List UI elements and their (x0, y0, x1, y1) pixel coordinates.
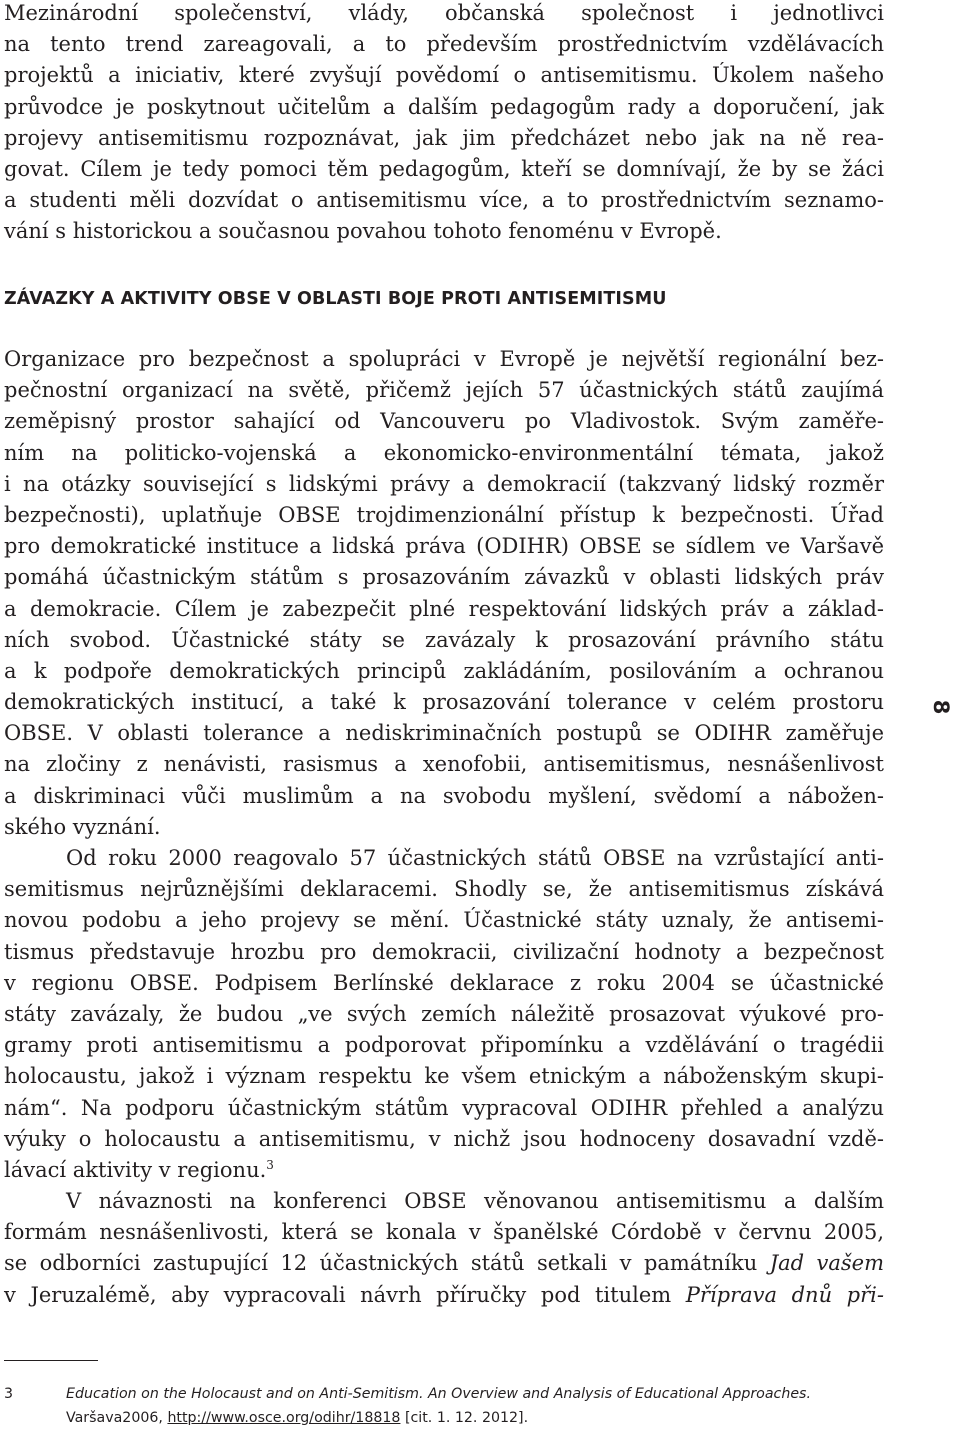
p2-line: v regionu OBSE. Podpisem Berlínské deklarace z roku 2004 se účastnické (4, 970, 884, 995)
intro-line: na tento trend zareagovali, a to především prostřednictvím vzdělávacích (4, 32, 884, 57)
intro-line: projektů a iniciativ, které zvyšují povědomí o antisemitismu. Úkolem našeho (4, 63, 884, 88)
p1-line: Organizace pro bezpečnost a spolupráci v Evropě je největší regionální bez- (4, 347, 884, 371)
p1-line: demokratických institucí, a také k prosazování tolerance v celém prostoru (4, 690, 884, 715)
intro-line: a studenti měli dozvídat o antisemitismu více, a to prostřednictvím seznamo- (4, 188, 884, 213)
p3-line (4, 1280, 884, 1311)
footnote-text (66, 1382, 811, 1430)
footnote-line-1 (66, 1382, 811, 1406)
p1-line: ského vyznání. (4, 814, 161, 839)
p3-italic-title: Příprava dnů při- (685, 1282, 884, 1307)
footnote-number: 3 (4, 1386, 14, 1402)
p1-line: ních svobod. Účastnické státy se zavázaly k prosazování právního státu (4, 627, 884, 652)
p3-line: formám nesnášenlivosti, která se konala v španělské Córdobě v červnu 2005, (4, 1220, 884, 1245)
intro-line: govat. Cílem je tedy pomoci těm pedagogům, kteří se domnívají, že by se žáci (4, 156, 884, 181)
p1-line: na zločiny z nenávisti, rasismus a xenofobii, antisemitismus, nesnášenlivost (4, 752, 884, 777)
p1-line: zeměpisný prostor sahající od Vancouveru po Vladivostok. Svým zaměře- (4, 409, 884, 434)
p2-line: tismus představuje hrozbu pro demokracii, civilizační hodnoty a bezpečnost (4, 939, 884, 964)
p1-line: pomáhá účastnickým státům s prosazováním závazků v oblasti lidských práv (4, 565, 884, 590)
intro-line: Mezinárodní společenství, vlády, občanská společnost i jednotlivci (4, 1, 884, 25)
p1-line: a diskriminaci vůči muslimům a na svobodu myšlení, svědomí a nábožen- (4, 783, 884, 808)
p3-line-text: v Jeruzalémě, aby vypracovali návrh příručky pod titulem (4, 1282, 686, 1307)
p2-line: semitismus nejrůznějšími deklaracemi. Shodly se, že antisemitismus získává (4, 877, 884, 902)
p3-line-text: se odborníci zastupující 12 účastnických států setkali v památníku (4, 1251, 770, 1276)
p1-line: bezpečnosti), uplatňuje OBSE trojdimenzionální přístup k bezpečnosti. Úřad (4, 502, 884, 527)
p3-line: V návaznosti na konferenci OBSE věnovanou antisemitismu a dalším (66, 1189, 884, 1214)
p2-last-line (4, 1155, 884, 1186)
p2-line: holocaustu, jakož i význam respektu ke všem etnickým a náboženským skupi- (4, 1064, 884, 1089)
body-text (4, 344, 884, 1311)
p1-line: i na otázky související s lidskými právy a demokracií (takzvaný lidský rozměr (4, 471, 884, 496)
p1-line: ním na politicko-vojenská a ekonomicko-environmentální témata, jakož (4, 440, 884, 465)
p1-line: pro demokratické instituce a lidská práva (ODIHR) OBSE se sídlem ve Varšavě (4, 534, 884, 559)
p2-line: výuky o holocaustu a antisemitismu, v nichž jsou hodnoceny dosavadní vzdě- (4, 1126, 884, 1151)
p2-line-text: lávací aktivity v regionu. (4, 1157, 267, 1182)
footnote-link[interactable]: http://www.osce.org/odihr/18818 (167, 1410, 401, 1426)
section-heading: ZÁVAZKY A AKTIVITY OBSE V OBLASTI BOJE PROTI ANTISEMITISMU (4, 289, 667, 309)
p1-line: a k podpoře demokratických principů zakládáním, posilováním a ochranou (4, 658, 884, 683)
p1-line: OBSE. V oblasti tolerance a nediskriminačních postupů se ODIHR zaměřuje (4, 721, 884, 746)
footnote-ref[interactable]: 3 (266, 1157, 274, 1172)
intro-line: projevy antisemitismu rozpoznávat, jak jim předcházet nebo jak na ně rea- (4, 125, 884, 150)
intro-paragraph (4, 0, 884, 248)
page-number: 8 (929, 699, 953, 715)
p1-line: a demokracie. Cílem je zabezpečit plné respektování lidských práv a základ- (4, 596, 884, 621)
p1-line: pečnostní organizací na světě, přičemž jejích 57 účastnických států zaujímá (4, 378, 884, 403)
footnote-place-year: Varšava2006, (66, 1410, 168, 1426)
p2-line: Od roku 2000 reagovalo 57 účastnických států OBSE na vzrůstající anti- (66, 846, 884, 870)
p3-line (4, 1248, 884, 1279)
p2-line: nám“. Na podporu účastnickým státům vypracoval ODIHR přehled a analýzu (4, 1095, 884, 1120)
intro-line: průvodce je poskytnout učitelům a dalším pedagogům rady a doporučení, jak (4, 94, 884, 119)
p2-line: novou podobu a jeho projevy se mění. Účastnické státy uznaly, že antisemi- (4, 908, 884, 933)
footnote-citation: Education on the Holocaust and on Anti-Semitism. An Overview and Analysis of Educational Approaches. (66, 1386, 811, 1402)
intro-line: vání s historickou a současnou povahou tohoto fenoménu v Evropě. (4, 219, 722, 244)
p2-line: státy zavázaly, že budou „ve svých zemích náležitě prosazovat výukové pro- (4, 1001, 884, 1026)
footnote-rule (4, 1360, 98, 1361)
footnote-line-2 (66, 1406, 811, 1430)
p2-line: gramy proti antisemitismu a podporovat připomínku a vzdělávání o tragédii (4, 1033, 884, 1058)
p3-italic-place: Jad vašem (769, 1251, 885, 1276)
footnote-cit: [cit. 1. 12. 2012]. (400, 1410, 529, 1426)
